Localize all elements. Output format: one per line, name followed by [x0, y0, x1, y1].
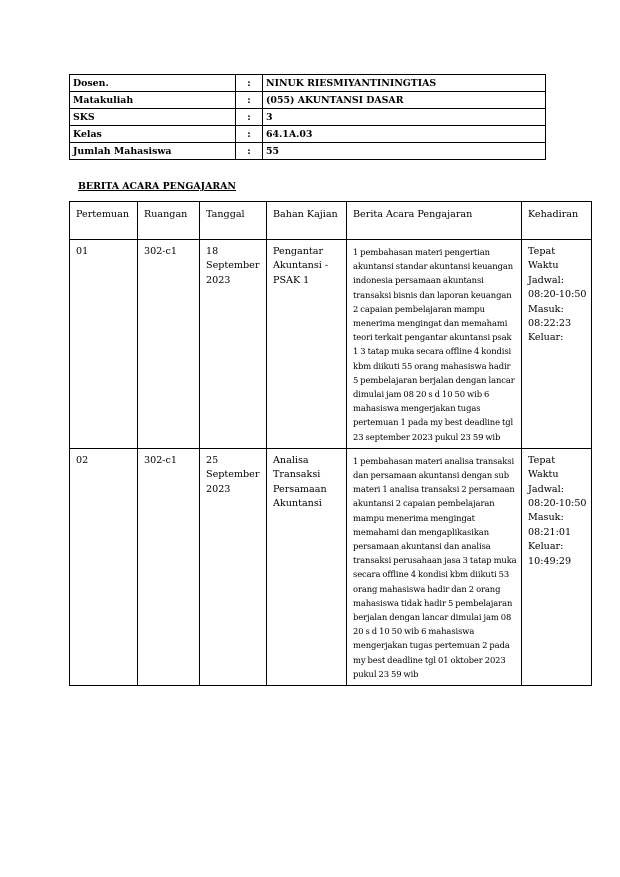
info-value: 64.1A.03 [263, 126, 546, 143]
info-row-dosen [70, 75, 546, 92]
cell-tanggal: 18 September 2023 [200, 240, 267, 449]
kehadiran-masuk: 08:21:01 [528, 526, 572, 538]
cell-ruangan: 302-c1 [138, 240, 200, 449]
cell-berita-acara: 1 pembahasan materi analisa transaksi dan persamaan akuntansi dengan sub materi 1 analisa transaksi 2 persamaan akuntansi 2 capaian pembelajaran mampu menerima mengingat memahami dan mengaplikasikan persamaan akuntansi dan analisa transaksi perusahaan jasa 3 tatap muka secara offline 4 kondisi kbm diikuti 53 orang mahasiswa hadir dan 2 orang mahasiswa tidak hadir 5 pembelajaran berjalan dengan lancar dimulai jam 08 20 s d 10 50 wib 6 mahasiswa mengerjakan tugas pertemuan 2 pada my best deadline tgl 01 oktober 2023 pukul 23 59 wib [347, 448, 522, 685]
teaching-report-table [69, 201, 592, 686]
cell-tanggal: 25 September 2023 [200, 448, 267, 685]
kehadiran-jadwal-label: Jadwal: [528, 483, 564, 495]
kehadiran-masuk: 08:22:23 [528, 318, 572, 330]
cell-berita-acara: 1 pembahasan materi pengertian akuntansi standar akuntansi keuangan indonesia persamaan akuntansi transaksi bisnis dan laporan keuangan 2 capaian pembelajaran mampu menerima mengingat dan memahami teori terkait pengantar akuntansi psak 1 3 tatap muka secara offline 4 kondisi kbm diikuti 55 orang mahasiswa hadir 5 pembelajaran berjalan dengan lancar dimulai jam 08 20 s d 10 50 wib 6 mahasiswa mengerjakan tugas pertemuan 1 pada my best deadline tgl 23 september 2023 pukul 23 59 wib [347, 240, 522, 449]
header-berita-acara: Berita Acara Pengajaran [347, 202, 522, 240]
info-value: 3 [263, 109, 546, 126]
info-row-kelas [70, 126, 546, 143]
header-kehadiran: Kehadiran [522, 202, 592, 240]
header-ruangan: Ruangan [138, 202, 200, 240]
header-tanggal: Tanggal [200, 202, 267, 240]
kehadiran-jadwal: 08:20-10:50 [528, 498, 587, 510]
section-title: BERITA ACARA PENGAJARAN [78, 181, 236, 192]
header-pertemuan: Pertemuan [70, 202, 138, 240]
table-row [70, 240, 592, 449]
cell-bahan-kajian: Analisa Transaksi Persamaan Akuntansi [267, 448, 347, 685]
info-value: 55 [263, 143, 546, 160]
kehadiran-jadwal-label: Jadwal: [528, 274, 564, 286]
kehadiran-keluar-label: Keluar: [528, 332, 564, 344]
info-label: Kelas [70, 126, 236, 143]
kehadiran-status: Tepat Waktu [528, 246, 559, 272]
info-separator: : [236, 92, 263, 109]
course-info-table [69, 74, 546, 160]
kehadiran-masuk-label: Masuk: [528, 303, 564, 315]
cell-kehadiran [522, 448, 592, 685]
kehadiran-keluar: 10:49:29 [528, 555, 572, 567]
info-row-matakuliah [70, 92, 546, 109]
info-row-sks [70, 109, 546, 126]
info-row-jumlah-mahasiswa [70, 143, 546, 160]
table-header-row [70, 202, 592, 240]
info-label: Jumlah Mahasiswa [70, 143, 236, 160]
kehadiran-jadwal: 08:20-10:50 [528, 289, 587, 301]
info-separator: : [236, 143, 263, 160]
info-separator: : [236, 75, 263, 92]
cell-bahan-kajian: Pengantar Akuntansi - PSAK 1 [267, 240, 347, 449]
cell-pertemuan: 01 [70, 240, 138, 449]
info-value: (055) AKUNTANSI DASAR [263, 92, 546, 109]
info-label: Dosen. [70, 75, 236, 92]
table-row [70, 448, 592, 685]
cell-pertemuan: 02 [70, 448, 138, 685]
info-label: Matakuliah [70, 92, 236, 109]
info-value: NINUK RIESMIYANTININGTIAS [263, 75, 546, 92]
header-bahan-kajian: Bahan Kajian [267, 202, 347, 240]
info-label: SKS [70, 109, 236, 126]
info-separator: : [236, 126, 263, 143]
kehadiran-keluar-label: Keluar: [528, 541, 564, 553]
kehadiran-masuk-label: Masuk: [528, 512, 564, 524]
cell-kehadiran [522, 240, 592, 449]
info-separator: : [236, 109, 263, 126]
cell-ruangan: 302-c1 [138, 448, 200, 685]
kehadiran-status: Tepat Waktu [528, 454, 559, 481]
